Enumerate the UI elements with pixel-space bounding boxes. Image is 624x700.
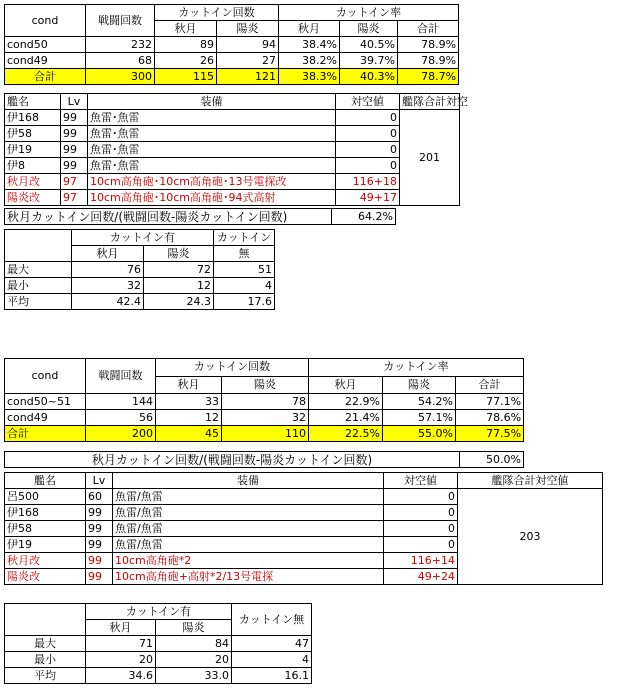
- kagero-rate: 40.5%: [340, 37, 398, 53]
- table-row: [5, 489, 603, 505]
- kagero-value: 12: [144, 278, 214, 294]
- akizuki-value: 20: [86, 652, 156, 668]
- table-row: [5, 652, 312, 668]
- ship-name: 陽炎改: [5, 569, 86, 585]
- header-fleet-aa: 艦隊合計対空: [400, 94, 460, 110]
- table-row: [5, 294, 275, 310]
- ship-aa: 0: [384, 537, 458, 553]
- header-akizuki: 秋月: [156, 376, 222, 394]
- ship-name: 呂500: [5, 489, 86, 505]
- none-value: 4: [232, 652, 312, 668]
- akizuki-count: 45: [156, 426, 222, 442]
- ship-lv: 99: [86, 553, 113, 569]
- akizuki-value: 71: [86, 636, 156, 652]
- table-row: [5, 410, 524, 426]
- header-without-cutin-2: 無: [214, 246, 275, 262]
- ship-equip: 魚雷･魚雷: [88, 110, 336, 126]
- table-row: [5, 190, 460, 206]
- header-total: 合計: [456, 376, 524, 394]
- table-row: [5, 174, 460, 190]
- akizuki-count: 26: [155, 53, 217, 69]
- total-rate: 78.7%: [398, 69, 459, 85]
- header-kagero: 陽炎: [144, 246, 214, 262]
- ship-equip: 魚雷/魚雷: [113, 521, 384, 537]
- ship-equip: 10cm高角砲*2: [113, 553, 384, 569]
- ship-lv: 97: [61, 174, 88, 190]
- ship-lv: 99: [61, 126, 88, 142]
- kagero-rate: 57.1%: [383, 410, 456, 426]
- header-lv: Lv: [61, 94, 88, 110]
- akizuki-count: 89: [155, 37, 217, 53]
- header-kagero-rate: 陽炎: [383, 376, 456, 394]
- kagero-count: 27: [217, 53, 279, 69]
- ratio-row-1: [4, 208, 396, 225]
- none-value: 4: [214, 278, 275, 294]
- header-cutin-rate: カットイン率: [309, 359, 524, 377]
- header-kagero: 陽炎: [156, 620, 232, 636]
- kagero-count: 94: [217, 37, 279, 53]
- kagero-rate: 55.0%: [383, 426, 456, 442]
- kagero-rate: 39.7%: [340, 53, 398, 69]
- ship-equip: 魚雷/魚雷: [113, 489, 384, 505]
- ship-aa: 49+24: [384, 569, 458, 585]
- akizuki-rate: 38.3%: [279, 69, 340, 85]
- cond-name: cond49: [5, 53, 86, 69]
- ship-aa: 0: [336, 126, 400, 142]
- total-rate: 78.9%: [398, 37, 459, 53]
- ship-name: 伊168: [5, 505, 86, 521]
- stat-label: 最大: [5, 636, 86, 652]
- table-row: [5, 668, 312, 684]
- kagero-count: 78: [222, 394, 309, 410]
- header-cond: cond: [5, 359, 86, 394]
- kagero-count: 121: [217, 69, 279, 85]
- ship-lv: 97: [61, 190, 88, 206]
- ship-lv: 99: [86, 521, 113, 537]
- none-value: 16.1: [232, 668, 312, 684]
- kagero-value: 24.3: [144, 294, 214, 310]
- akizuki-value: 42.4: [72, 294, 144, 310]
- ship-name: 秋月改: [5, 174, 61, 190]
- table-row: [5, 262, 275, 278]
- header-akizuki: 秋月: [155, 21, 217, 37]
- battles: 300: [86, 69, 155, 85]
- cond-name: 合計: [5, 69, 86, 85]
- ship-equip: 魚雷･魚雷: [88, 142, 336, 158]
- ship-lv: 99: [86, 537, 113, 553]
- ship-aa: 116+14: [384, 553, 458, 569]
- cond-name: cond50: [5, 37, 86, 53]
- table-row: [5, 53, 459, 69]
- ship-lv: 99: [61, 158, 88, 174]
- header-kagero: 陽炎: [222, 376, 309, 394]
- cutin-stats-table-1: [4, 4, 459, 85]
- header-fleet-aa: 艦隊合計対空値: [458, 473, 603, 489]
- header-cutin-rate: カットイン率: [279, 5, 459, 21]
- table-row: [5, 158, 460, 174]
- stat-label: 平均: [5, 668, 86, 684]
- header-battles: 戦闘回数: [86, 359, 156, 394]
- ship-aa: 49+17: [336, 190, 400, 206]
- header-ship: 艦名: [5, 473, 86, 489]
- ship-name: 伊8: [5, 158, 61, 174]
- ship-aa: 0: [336, 158, 400, 174]
- akizuki-value: 32: [72, 278, 144, 294]
- ship-aa: 116+18: [336, 174, 400, 190]
- kagero-value: 84: [156, 636, 232, 652]
- table-row: [5, 636, 312, 652]
- kagero-count: 110: [222, 426, 309, 442]
- fleet-aa-value: 203: [458, 489, 603, 585]
- header-akizuki: 秋月: [72, 246, 144, 262]
- total-rate: 78.9%: [398, 53, 459, 69]
- header-cond: cond: [5, 5, 86, 37]
- ship-name: 伊19: [5, 537, 86, 553]
- akizuki-rate: 22.5%: [309, 426, 383, 442]
- header-cutin-count: カットイン回数: [155, 5, 279, 21]
- total-row: [5, 426, 524, 442]
- ship-aa: 0: [384, 489, 458, 505]
- ship-lv: 60: [86, 489, 113, 505]
- header-equip: 装備: [88, 94, 336, 110]
- table-row: [5, 126, 460, 142]
- header-without-cutin-1: カットイン: [214, 230, 275, 246]
- akizuki-value: 76: [72, 262, 144, 278]
- akizuki-count: 12: [156, 410, 222, 426]
- battles: 232: [86, 37, 155, 53]
- total-rate: 77.5%: [456, 426, 524, 442]
- table-row: [5, 142, 460, 158]
- akizuki-rate: 38.4%: [279, 37, 340, 53]
- header-lv: Lv: [86, 473, 113, 489]
- fleet-aa-value: 201: [400, 110, 460, 206]
- ship-name: 秋月改: [5, 553, 86, 569]
- header-aa: 対空値: [336, 94, 400, 110]
- stat-label: 最大: [5, 262, 72, 278]
- table-row: [5, 37, 459, 53]
- total-row: [5, 69, 459, 85]
- stat-label: 平均: [5, 294, 72, 310]
- none-value: 51: [214, 262, 275, 278]
- header-without-cutin: カットイン無: [232, 604, 312, 636]
- ship-aa: 0: [384, 505, 458, 521]
- ship-name: 伊58: [5, 126, 61, 142]
- header-kagero-rate: 陽炎: [340, 21, 398, 37]
- ship-equip: 魚雷･魚雷: [88, 126, 336, 142]
- ratio-value: 64.2%: [332, 209, 396, 225]
- table-row: [5, 394, 524, 410]
- blank-cell: [5, 230, 72, 262]
- ship-aa: 0: [336, 110, 400, 126]
- ship-equip: 魚雷･魚雷: [88, 158, 336, 174]
- kagero-count: 32: [222, 410, 309, 426]
- none-value: 17.6: [214, 294, 275, 310]
- table-row: [5, 110, 460, 126]
- none-value: 47: [232, 636, 312, 652]
- total-rate: 78.6%: [456, 410, 524, 426]
- total-rate: 77.1%: [456, 394, 524, 410]
- kagero-value: 33.0: [156, 668, 232, 684]
- header-battles: 戦闘回数: [86, 5, 155, 37]
- blank-cell: [5, 604, 86, 636]
- kagero-value: 72: [144, 262, 214, 278]
- minmax-table-1: [4, 229, 275, 310]
- header-equip: 装備: [113, 473, 384, 489]
- header-with-cutin: カットイン有: [86, 604, 232, 620]
- ship-lv: 99: [61, 142, 88, 158]
- ratio-row-2: [4, 451, 524, 468]
- ship-equip: 魚雷/魚雷: [113, 505, 384, 521]
- header-akizuki-rate: 秋月: [309, 376, 383, 394]
- header-akizuki-rate: 秋月: [279, 21, 340, 37]
- battles: 200: [86, 426, 156, 442]
- ratio-value: 50.0%: [460, 452, 524, 468]
- stat-label: 最小: [5, 652, 86, 668]
- kagero-value: 20: [156, 652, 232, 668]
- cutin-stats-table-2: [4, 358, 524, 442]
- header-akizuki: 秋月: [86, 620, 156, 636]
- header-aa: 対空値: [384, 473, 458, 489]
- cond-name: cond49: [5, 410, 86, 426]
- ship-lv: 99: [86, 505, 113, 521]
- cond-name: 合計: [5, 426, 86, 442]
- battles: 68: [86, 53, 155, 69]
- header-ship: 艦名: [5, 94, 61, 110]
- kagero-rate: 40.3%: [340, 69, 398, 85]
- battles: 56: [86, 410, 156, 426]
- kagero-rate: 54.2%: [383, 394, 456, 410]
- ship-lv: 99: [61, 110, 88, 126]
- akizuki-rate: 21.4%: [309, 410, 383, 426]
- header-total: 合計: [398, 21, 459, 37]
- fleet-table-2: [4, 472, 603, 585]
- ship-name: 伊19: [5, 142, 61, 158]
- ship-lv: 99: [86, 569, 113, 585]
- battles: 144: [86, 394, 156, 410]
- akizuki-rate: 22.9%: [309, 394, 383, 410]
- akizuki-value: 34.6: [86, 668, 156, 684]
- minmax-table-2: [4, 603, 312, 684]
- akizuki-count: 33: [156, 394, 222, 410]
- ship-name: 伊58: [5, 521, 86, 537]
- ship-aa: 0: [336, 142, 400, 158]
- ratio-label: 秋月カットイン回数/(戦闘回数-陽炎カットイン回数): [5, 452, 460, 468]
- ship-equip: 10cm高角砲･10cm高角砲･94式高射: [88, 190, 336, 206]
- fleet-table-1: [4, 93, 468, 206]
- header-with-cutin: カットイン有: [72, 230, 214, 246]
- header-kagero: 陽炎: [217, 21, 279, 37]
- ship-name: 陽炎改: [5, 190, 61, 206]
- stat-label: 最小: [5, 278, 72, 294]
- ship-equip: 10cm高角砲･10cm高角砲･13号電探改: [88, 174, 336, 190]
- ship-equip: 魚雷/魚雷: [113, 537, 384, 553]
- ratio-label: 秋月カットイン回数/(戦闘回数-陽炎カットイン回数): [5, 209, 332, 225]
- header-cutin-count: カットイン回数: [156, 359, 309, 377]
- table-row: [5, 278, 275, 294]
- ship-name: 伊168: [5, 110, 61, 126]
- ship-equip: 10cm高角砲+高射*2/13号電探: [113, 569, 384, 585]
- akizuki-rate: 38.2%: [279, 53, 340, 69]
- ship-aa: 0: [384, 521, 458, 537]
- cond-name: cond50~51: [5, 394, 86, 410]
- akizuki-count: 115: [155, 69, 217, 85]
